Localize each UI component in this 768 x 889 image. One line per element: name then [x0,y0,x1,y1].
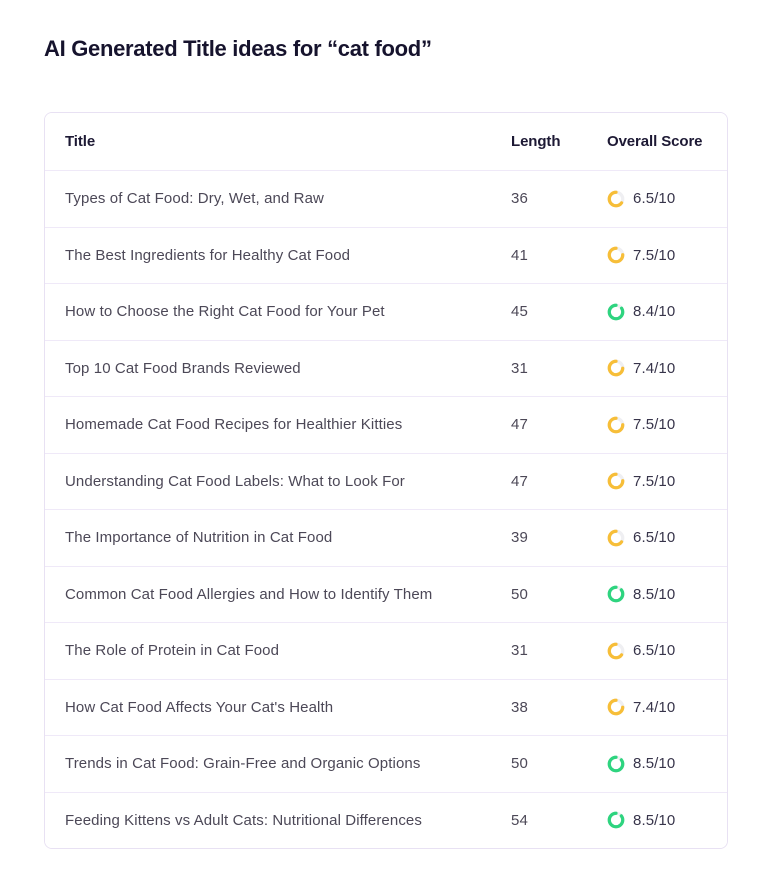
score-ring-icon [607,529,625,547]
table-row [45,622,727,679]
score-cell [607,359,707,377]
score-value: 6.5/10 [633,190,676,208]
score-ring-icon [607,755,625,773]
title-cell: Common Cat Food Allergies and How to Identify Them [65,585,433,603]
table-row [45,679,727,736]
table-row [45,792,727,849]
length-cell: 47 [511,472,528,490]
length-cell: 54 [511,811,528,829]
score-cell [607,303,707,321]
title-cell: The Importance of Nutrition in Cat Food [65,529,333,547]
score-ring-icon [607,246,625,264]
length-cell: 39 [511,529,528,547]
score-value: 6.5/10 [633,529,676,547]
score-ring-icon [607,642,625,660]
length-cell: 50 [511,755,528,773]
score-value: 7.4/10 [633,698,676,716]
page-title: AI Generated Title ideas for “cat food” [44,36,432,61]
length-cell: 45 [511,303,528,321]
score-value: 8.4/10 [633,303,676,321]
title-cell: Feeding Kittens vs Adult Cats: Nutritional Differences [65,811,422,829]
score-cell [607,755,707,773]
table-row [45,566,727,623]
score-ring-icon [607,359,625,377]
score-ring-icon [607,585,625,603]
score-value: 7.5/10 [633,472,676,490]
title-cell: The Best Ingredients for Healthy Cat Food [65,246,351,264]
score-value: 8.5/10 [633,755,676,773]
score-ring-icon [607,472,625,490]
column-header-length: Length [511,133,561,150]
score-cell [607,698,707,716]
score-cell [607,811,707,829]
score-ring-icon [607,698,625,716]
score-cell [607,246,707,264]
title-cell: Understanding Cat Food Labels: What to Look For [65,472,405,490]
title-cell: Trends in Cat Food: Grain-Free and Organic Options [65,755,421,773]
title-cell: How Cat Food Affects Your Cat's Health [65,698,334,716]
title-cell: Homemade Cat Food Recipes for Healthier Kitties [65,416,403,434]
length-cell: 50 [511,585,528,603]
title-ideas-table [44,112,728,849]
length-cell: 38 [511,698,528,716]
table-header-row [45,113,727,170]
score-cell [607,190,707,208]
title-cell: The Role of Protein in Cat Food [65,642,280,660]
length-cell: 36 [511,190,528,208]
score-cell [607,529,707,547]
table-row [45,340,727,397]
title-cell: Types of Cat Food: Dry, Wet, and Raw [65,190,324,208]
table-row [45,170,727,227]
column-header-overall-score: Overall Score [607,133,703,150]
length-cell: 31 [511,359,528,377]
score-cell [607,642,707,660]
score-ring-icon [607,416,625,434]
length-cell: 47 [511,416,528,434]
table-row [45,509,727,566]
length-cell: 41 [511,246,528,264]
score-cell [607,472,707,490]
table-row [45,283,727,340]
score-value: 8.5/10 [633,585,676,603]
table-row [45,396,727,453]
score-value: 7.5/10 [633,416,676,434]
length-cell: 31 [511,642,528,660]
score-cell [607,585,707,603]
table-row [45,453,727,510]
score-value: 7.5/10 [633,246,676,264]
score-value: 7.4/10 [633,359,676,377]
column-header-title: Title [65,133,96,150]
score-ring-icon [607,303,625,321]
score-ring-icon [607,811,625,829]
title-cell: How to Choose the Right Cat Food for Your Pet [65,303,385,321]
title-cell: Top 10 Cat Food Brands Reviewed [65,359,301,377]
score-ring-icon [607,190,625,208]
table-row [45,735,727,792]
score-value: 8.5/10 [633,811,676,829]
score-value: 6.5/10 [633,642,676,660]
table-row [45,227,727,284]
score-cell [607,416,707,434]
table-body [45,170,727,848]
